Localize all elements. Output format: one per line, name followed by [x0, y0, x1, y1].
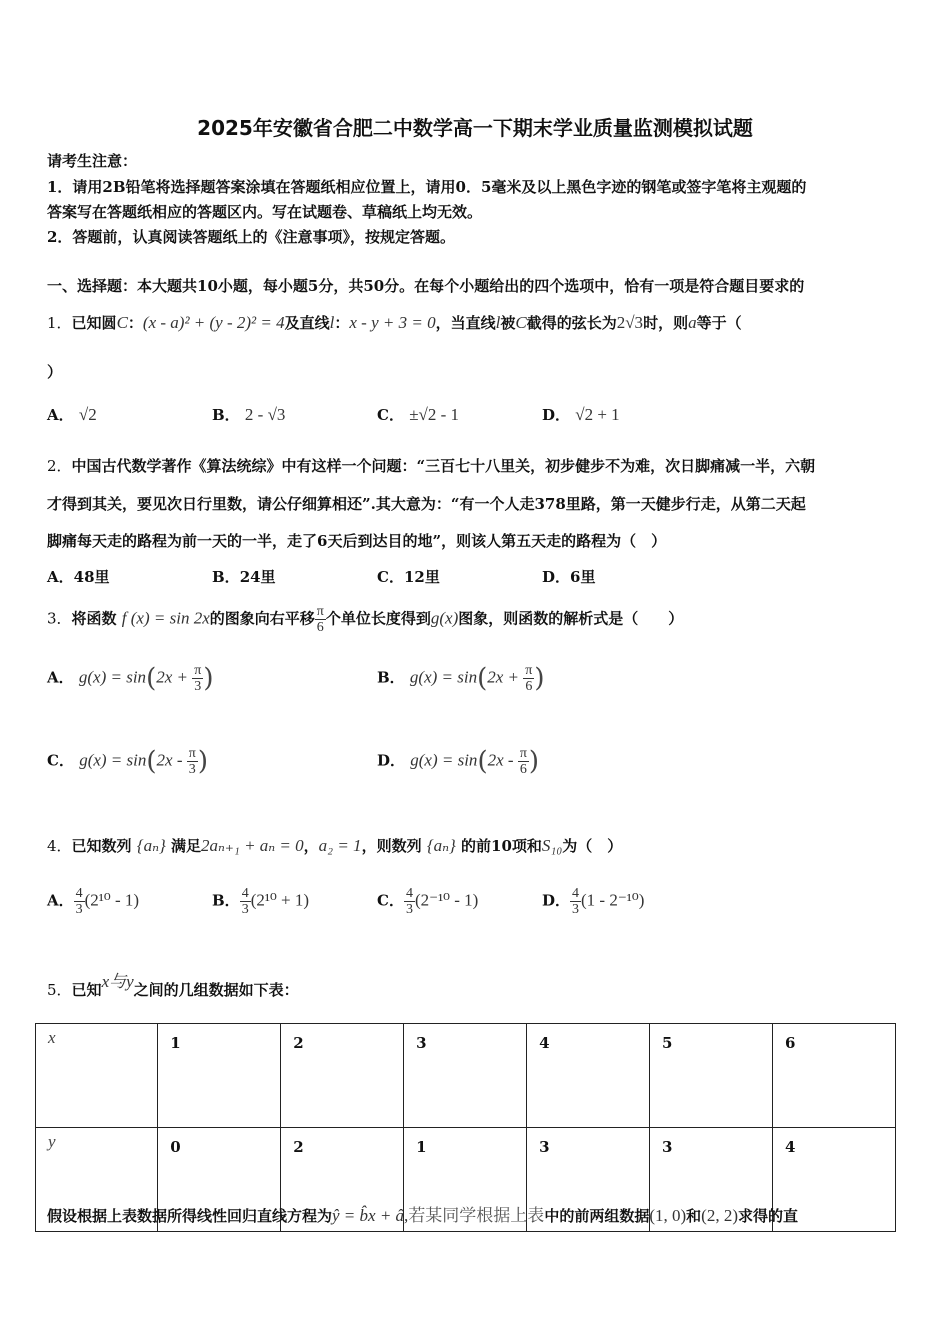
q4-option-d[interactable]: D． $\frac{4}{3}$ (1 - 2⁻¹⁰): [542, 886, 645, 917]
table-cell: 0: [158, 1128, 281, 1232]
question-2-line-3: 脚痛每天走的路程为前一天的一半，走了6天后到达目的地”，则该人第五天走的路程为（ ）: [47, 532, 667, 550]
notice-line-2: 答案写在答题纸相应的答题区内。写在试题卷、草稿纸上均无效。: [47, 203, 483, 221]
q5-point-2: (2, 2): [701, 1206, 738, 1225]
table-cell: 4: [772, 1128, 895, 1232]
q4-sequence: {aₙ}: [136, 836, 166, 855]
table-cell: 1: [404, 1128, 527, 1232]
q1-text-2: 及直线: [284, 314, 330, 332]
q1-text-3: ，当直线: [435, 314, 496, 332]
q1-close-paren: ）: [47, 363, 63, 381]
table-cell: 2: [281, 1024, 404, 1128]
q5-xy: x与y: [101, 972, 134, 991]
q1-number: 1．: [47, 314, 72, 332]
q4-sum: S₁₀: [541, 836, 563, 855]
table-cell: x: [36, 1024, 158, 1128]
question-2-line-2: 才得到其关，要见次日行里数，请公仔细算相还”.其大意为：“有一个人走378里路，第一天健步行走，从第二天起: [47, 495, 806, 513]
q5-text-gray: 若某同学根据上表: [408, 1206, 545, 1225]
q4-sequence-2: {aₙ}: [426, 836, 456, 855]
q4-recurrence: 2aₙ₊₁ + aₙ = 0: [201, 836, 304, 855]
q1-circle-name-2: C: [515, 313, 527, 332]
q3-option-b[interactable]: B． g(x) = sin(2x + $\frac{\pi}{6}$ ): [377, 663, 545, 694]
q1-colon: ：: [127, 314, 143, 332]
table-cell: 5: [650, 1024, 773, 1128]
question-1: [47, 313, 742, 333]
q1-text-7: 时，则: [643, 314, 689, 332]
q1-chord-length: 2√3: [616, 313, 644, 332]
q2-option-c[interactable]: C．12里: [377, 568, 440, 586]
question-3: 3．将函数 f (x) = sin 2x的图象向右平移 $\frac{\pi}{6}$ 个单位长度得到g(x)图象，则函数的解析式是（ ）: [47, 604, 684, 635]
data-table: [35, 1023, 896, 1232]
section-heading: 一、选择题：本大题共10小题，每小题5分，共50分。在每个小题给出的四个选项中，恰有一项是符合题目要求的: [47, 277, 805, 295]
q1-option-a[interactable]: A． √2: [47, 405, 97, 424]
q1-line-name: l: [329, 313, 335, 332]
q3-option-a[interactable]: A． g(x) = sin(2x + $\frac{\pi}{3}$ ): [47, 663, 214, 694]
table-cell: 4: [527, 1024, 650, 1128]
q3-shift-fraction: $\frac{\pi}{6}$: [316, 604, 324, 635]
question-4: 4．已知数列 {aₙ} 满足2aₙ₊₁ + aₙ = 0，a₂ = 1，则数列 {aₙ} 的前10项和S₁₀为（ ）: [47, 836, 623, 855]
q1-circle-equation: (x - a)² + (y - 2)² = 4: [142, 313, 285, 332]
q1-text-8: 等于（: [696, 314, 742, 332]
q3-function-g: g(x): [430, 608, 459, 628]
q3-option-d[interactable]: D． g(x) = sin(2x - $\frac{\pi}{6}$ ): [377, 746, 540, 777]
q3-function-f: f (x) = sin 2x: [121, 608, 210, 628]
q3-option-c[interactable]: C． g(x) = sin(2x - $\frac{\pi}{3}$ ): [47, 746, 208, 777]
question-2-line-1: 2．中国古代数学著作《算法统综》中有这样一个问题：“三百七十八里关，初步健步不为难，次日脚痛减一半，六朝: [47, 457, 816, 475]
page-title: 2025年安徽省合肥二中数学高一下期末学业质量监测模拟试题: [197, 116, 753, 140]
notice-heading: 请考生注意：: [47, 152, 138, 170]
q1-option-b[interactable]: B． 2 - √3: [212, 405, 286, 424]
q1-circle-name: C: [116, 313, 128, 332]
q1-variable-a: a: [688, 313, 697, 332]
q2-option-b[interactable]: B．24里: [212, 568, 276, 586]
notice-line-1: 1．请用2B铅笔将选择题答案涂填在答题纸相应位置上，请用0．5毫米及以上黑色字迹的钢笔或签字笔将主观题的: [47, 178, 807, 196]
q1-text-6: 截得的弦长为: [526, 314, 617, 332]
table-cell: 1: [158, 1024, 281, 1128]
question-5: 5．已知x与y之间的几组数据如下表：: [47, 972, 299, 999]
q1-text-4: l: [495, 313, 501, 332]
table-cell: 6: [772, 1024, 895, 1128]
table-cell: 3: [404, 1024, 527, 1128]
q1-text-1: 已知圆: [71, 314, 117, 332]
table-cell: 2: [281, 1128, 404, 1232]
q4-option-c[interactable]: C． $\frac{4}{3}$ (2⁻¹⁰ - 1): [377, 886, 479, 917]
q1-option-c[interactable]: C． ±√2 - 1: [377, 405, 460, 424]
notice-line-3: 2．答题前，认真阅读答题纸上的《注意事项》，按规定答题。: [47, 228, 455, 246]
q5-point-1: (1, 0): [649, 1206, 687, 1225]
q5-regression-line: 假设根据上表数据所得线性回归直线方程为ŷ = b̂x + â,若某同学根据上表中的前两组数据(1, 0)和(2, 2)求得的直: [47, 1206, 799, 1225]
q2-option-d[interactable]: D．6里: [542, 568, 596, 586]
q5-regression-equation: ŷ = b̂x + â,: [332, 1206, 409, 1225]
q1-line-equation: x - y + 3 = 0: [349, 313, 436, 332]
q4-option-a[interactable]: A． $\frac{4}{3}$ (2¹⁰ - 1): [47, 886, 140, 917]
q4-initial-term: a₂ = 1: [318, 836, 362, 855]
q1-option-d[interactable]: D． √2 + 1: [542, 405, 620, 424]
table-cell: 3: [650, 1128, 773, 1232]
q1-colon-2: ：: [334, 314, 350, 332]
table-row: [36, 1024, 896, 1128]
table-cell: y: [36, 1128, 158, 1232]
q2-option-a[interactable]: A．48里: [47, 568, 110, 586]
table-cell: 3: [527, 1128, 650, 1232]
q4-option-b[interactable]: B． $\frac{4}{3}$ (2¹⁰ + 1): [212, 886, 310, 917]
q1-text-5: 被: [500, 314, 516, 332]
